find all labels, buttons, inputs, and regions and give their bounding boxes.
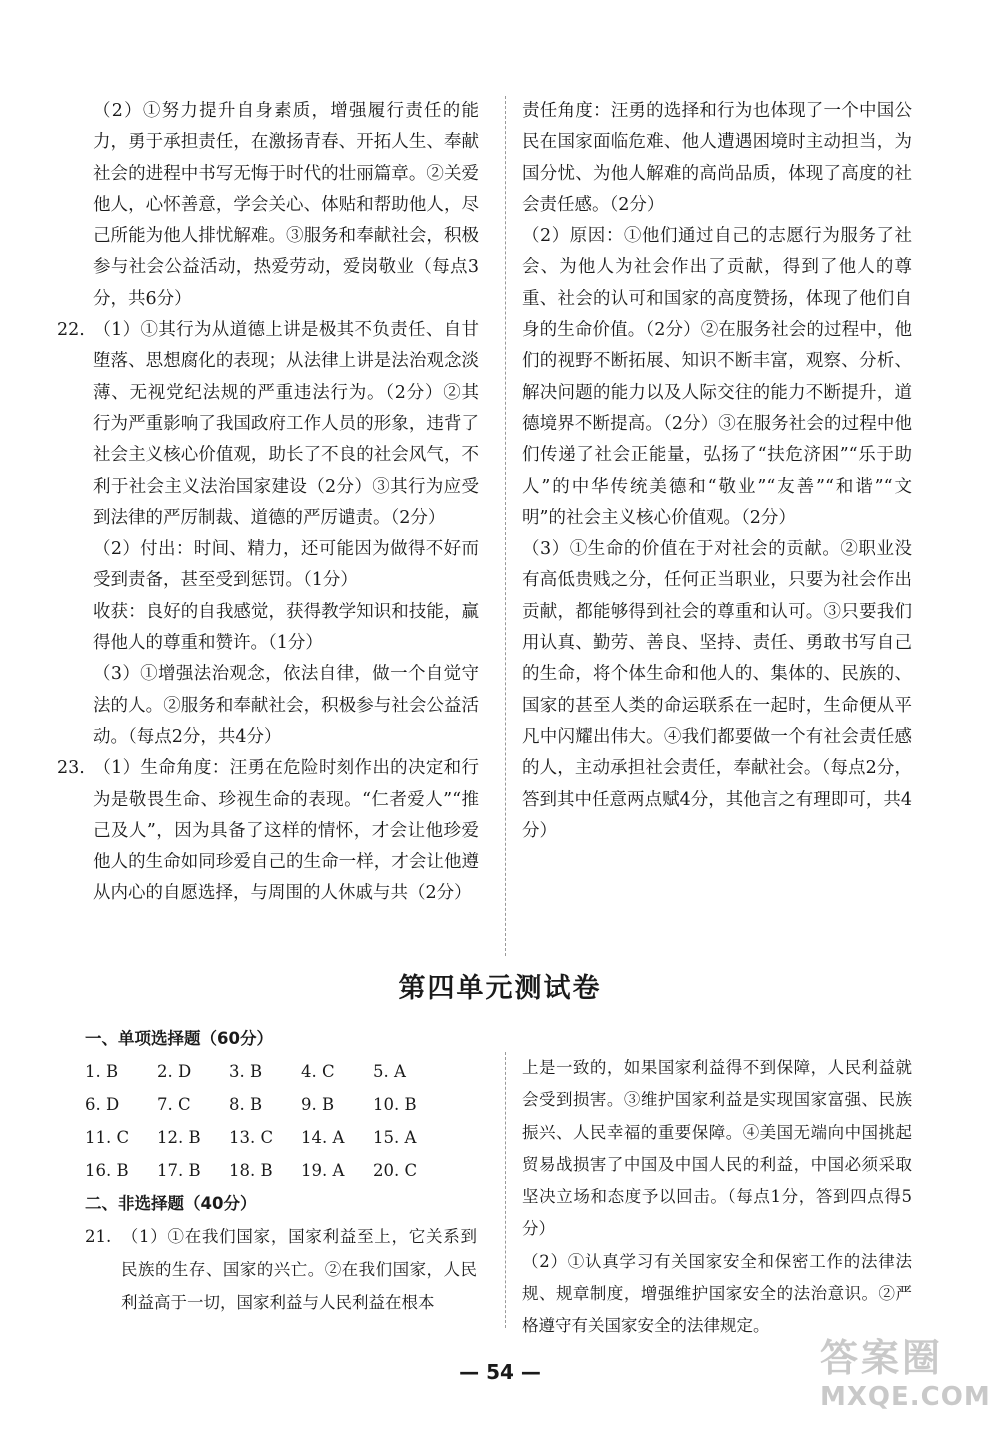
page-number: — 54 — [459,1360,541,1384]
column-divider [505,96,506,956]
watermark-text: 答案圈 [820,1336,944,1380]
right-column-top [522,96,912,847]
answer-paragraph: （3）①生命的价值在于对社会的贡献。②职业没有高低贵贱之分，任何正当职业，只要为社会作出贡献，都能够得到社会的尊重和认可。③只要我们用认真、勤劳、善良、坚持、责任、勇敢书写自己的生命，将个体生命和他人的、集体的、民族的、国家的甚至人类的命运联系在一起时，生命便从平凡中闪耀出伟大。④我们都要做一个有社会责任感的人，主动承担社会责任，奉献社会。（每点2分，答到其中任意两点赋4分，其他言之有理即可，共4分） [522,539,912,841]
answer-item: 6. D [85,1095,120,1114]
answer-item: 20. C [373,1161,418,1180]
question-number: 21. [85,1227,112,1246]
answer-item: 2. D [157,1062,192,1081]
answer-item: 19. A [301,1161,345,1180]
answer-item: 15. A [373,1128,417,1147]
column-divider [505,1052,506,1328]
answer-text: （1）①在我们国家，国家利益至上，它关系到民族的生存、国家的兴亡。②在我们国家，人民利益高于一切，国家利益与人民利益在根本 [121,1227,477,1312]
non-choice-heading: 二、非选择题（40分） [85,1194,257,1213]
section-title: 第四单元测试卷 [398,973,602,1004]
answer-item: 8. B [229,1095,263,1114]
answer-paragraph: 责任角度：汪勇的选择和行为也体现了一个中国公民在国家面临危难、他人遭遇困境时主动担当，为国分忧、为他人解难的高尚品质，体现了高度的社会责任感。（2分） [522,101,912,215]
answer-item: 11. C [85,1128,130,1147]
answer-item: 3. B [229,1062,263,1081]
watermark-logo [820,1335,990,1420]
right-column-bottom [522,1052,912,1343]
answer-paragraph: 上是一致的，如果国家利益得不到保障，人民利益就会受到损害。③维护国家利益是实现国家富强、民族振兴、人民幸福的重要保障。④美国无端向中国挑起贸易战损害了中国及中国人民的利益，中国必须采取坚决立场和态度予以回击。（每点1分，答到四点得5分） [522,1058,912,1239]
answer-item: 12. B [157,1128,201,1147]
answer-item: 4. C [301,1062,335,1081]
answer-text: （1）生命角度：汪勇在危险时刻作出的决定和行为是敬畏生命、珍视生命的表现。“仁者爱人”“推己及人”，因为具备了这样的情怀，才会让他珍爱他人的生命如同珍爱自己的生命一样，才会让他遵从内心的自愿选择，与周围的人休戚与共（2分） [93,758,479,904]
answer-grid [85,1055,477,1187]
answer-text: （1）①其行为从道德上讲是极其不负责任、自甘堕落、思想腐化的表现；从法律上讲是法治观念淡薄、无视党纪法规的严重违法行为。（2分）②其行为严重影响了我国政府工作人员的形象，违背了社会主义核心价值观，助长了不良的社会风气，不利于社会主义法治国家建设（2分）③其行为应受到法律的严厉制裁、道德的严厉谴责。（2分） [93,320,479,528]
choice-heading: 一、单项选择题（60分） [85,1029,273,1048]
answer-paragraph: 收获：良好的自我感觉，获得教学知识和技能，赢得他人的尊重和赞许。（1分） [93,601,479,654]
answer-paragraph: （3）①增强法治观念，依法自律，做一个自觉守法的人。②服务和奉献社会，积极参与社会公益活动。（每点2分，共4分） [93,664,479,747]
answer-paragraph: （2）①努力提升自身素质，增强履行责任的能力，勇于承担责任，在激扬青春、开拓人生、奉献社会的进程中书写无悔于时代的壮丽篇章。②关爱他人，心怀善意，学会关心、体贴和帮助他人，尽己所能为他人排忧解难。③服务和奉献社会，积极参与社会公益活动，热爱劳动，爱岗敬业（每点3分，共6分） [93,101,479,309]
answer-paragraph-q22 [57,315,479,534]
answer-item: 14. A [301,1128,345,1147]
question-number: 23. [57,758,85,779]
answer-paragraph: （2）①认真学习有关国家安全和保密工作的法律法规、规章制度，增强维护国家安全的法治意识。②严格遵守有关国家安全的法律规定。 [522,1251,912,1336]
answer-item: 5. A [373,1062,406,1081]
answer-item: 13. C [229,1128,274,1147]
answer-item: 1. B [85,1062,119,1081]
answer-paragraph-q23 [57,753,479,909]
answer-paragraph: （2）付出：时间、精力，还可能因为做得不好而受到责备，甚至受到惩罚。（1分） [93,539,479,591]
answer-item: 9. B [301,1095,335,1114]
left-column-bottom [85,1022,477,1319]
question-number: 22. [57,320,85,341]
left-column-top [57,96,479,910]
answer-item: 17. B [157,1161,201,1180]
answer-paragraph-q21 [85,1220,477,1319]
answer-item: 18. B [229,1161,273,1180]
watermark-url: MXQE.COM [820,1382,991,1412]
answer-item: 7. C [157,1095,191,1114]
answer-item: 10. B [373,1095,417,1114]
answer-item: 16. B [85,1161,129,1180]
answer-paragraph: （2）原因：①他们通过自己的志愿行为服务了社会、为他人为社会作出了贡献，得到了他人的尊重、社会的认可和国家的高度赞扬，体现了他们自身的生命价值。（2分）②在服务社会的过程中，他们的视野不断拓展、知识不断丰富，观察、分析、解决问题的能力以及人际交往的能力不断提升，道德境界不断提高。（2分）③在服务社会的过程中他们传递了社会正能量，弘扬了“扶危济困”“乐于助人”的中华传统美德和“敬业”“友善”“和谐”“文明”的社会主义核心价值观。（2分） [522,226,912,528]
